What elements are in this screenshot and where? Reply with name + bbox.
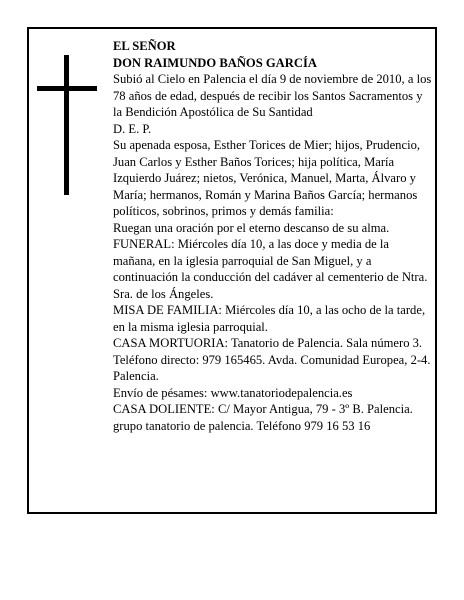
announcement-paragraph: Subió al Cielo en Palencia el día 9 de noviembre de 2010, a los 78 años de edad, después de recibir los Santos Sacramentos y la Bendición Apostólica de Su Santidad: [113, 72, 432, 119]
dep-line: D. E. P.: [113, 121, 152, 136]
family-paragraph: Su apenada esposa, Esther Torices de Mier; hijos, Prudencio, Juan Carlos y Esther Baños Torices; hija política, María Izquierdo Juárez; nietos, Verónica, Manuel, Marta, Álvaro y María; hermanos, Román y Marina Baños García; hermanos políticos, sobrinos, primos y demás familia:: [113, 138, 421, 218]
group-contact-paragraph: grupo tanatorio de palencia. Teléfono 979 16 53 16: [113, 418, 371, 433]
condolences-paragraph: Envío de pésames: www.tanatoriodepalencia.es: [113, 385, 353, 400]
funeral-paragraph: FUNERAL: Miércoles día 10, a las doce y media de la mañana, en la iglesia parroquial de San Miguel, y a continuación la conducción del cadáver al cementerio de Ntra. Sra. de los Ángeles.: [113, 237, 428, 301]
cross-icon-bar: [37, 86, 97, 91]
obituary-text: [113, 38, 433, 434]
family-mass-paragraph: MISA DE FAMILIA: Miércoles día 10, a las ocho de la tarde, en la misma iglesia parroquial.: [113, 303, 426, 334]
cross-icon: [64, 55, 69, 195]
mourning-house-paragraph: CASA DOLIENTE: C/ Mayor Antigua, 79 - 3º B. Palencia.: [113, 402, 413, 416]
prayer-paragraph: Ruegan una oración por el eterno descanso de su alma.: [113, 220, 390, 235]
title-line-2: DON RAIMUNDO BAÑOS GARCÍA: [113, 55, 317, 70]
funeral-home-paragraph: CASA MORTUORIA: Tanatorio de Palencia. Sala número 3. Teléfono directo: 979 165465. Avda. Comunidad Europea, 2-4. Palencia.: [113, 336, 431, 383]
title-line-1: EL SEÑOR: [113, 39, 176, 53]
